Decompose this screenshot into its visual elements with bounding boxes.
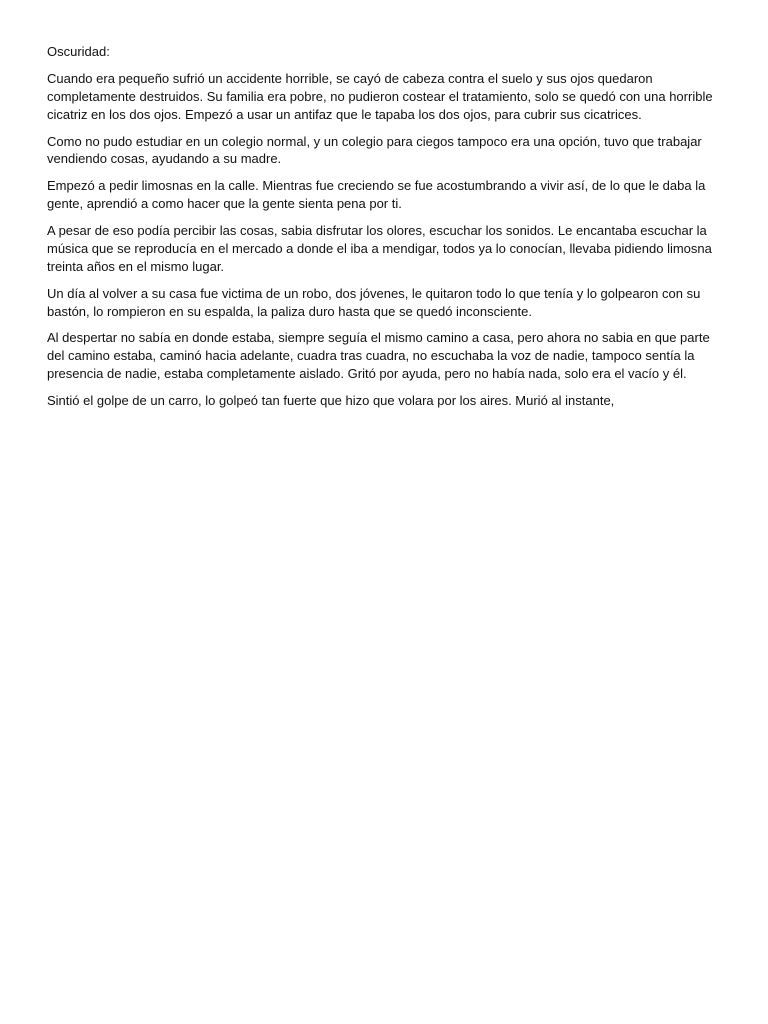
paragraph-7: Sintió el golpe de un carro, lo golpeó tan fuerte que hizo que volara por los aires. Murió al instante, (47, 393, 615, 409)
document-title: Oscuridad: (47, 44, 110, 59)
paragraph-4: A pesar de eso podía percibir las cosas, sabia disfrutar los olores, escuchar los sonidos. Le encantaba escuchar la música que se reproducía en el mercado a donde el iba a mendigar, todos ya lo conocían, llevaba pidiendo limosna treinta años en el mismo lugar. (47, 223, 712, 274)
paragraph-5: Un día al volver a su casa fue victima de un robo, dos jóvenes, le quitaron todo lo que tenía y lo golpearon con su bastón, lo rompieron en su espalda, la paliza duro hasta que se quedó inconsciente. (47, 285, 701, 319)
paragraph-6: Al despertar no sabía en donde estaba, siempre seguía el mismo camino a casa, pero ahora no sabia en que parte del camino estaba, caminó hacia adelante, cuadra tras cuadra, no escuchaba la voz de nadie, tampoco sentía la presencia de nadie, estaba completamente aislado. Gritó por ayuda, pero no había nada, solo era el vacío y él. (47, 330, 710, 382)
paragraph-2: Como no pudo estudiar en un colegio normal, y un colegio para ciegos tampoco era una opción, tuvo que trabajar vendiendo cosas, ayudando a su madre. (47, 133, 702, 167)
paragraph-3: Empezó a pedir limosnas en la calle. Mientras fue creciendo se fue acostumbrando a vivir así, de lo que le daba la gente, aprendió a como hacer que la gente sienta pena por ti. (47, 178, 706, 212)
document-body (47, 43, 727, 419)
paragraph-1: Cuando era pequeño sufrió un accidente horrible, se cayó de cabeza contra el suelo y sus ojos quedaron completamente destruidos. Su familia era pobre, no pudieron costear el tratamiento, solo se quedó con una horrible cicatriz en los dos ojos. Empezó a usar un antifaz que le tapaba los dos ojos, para cubrir sus cicatrices. (47, 70, 713, 122)
